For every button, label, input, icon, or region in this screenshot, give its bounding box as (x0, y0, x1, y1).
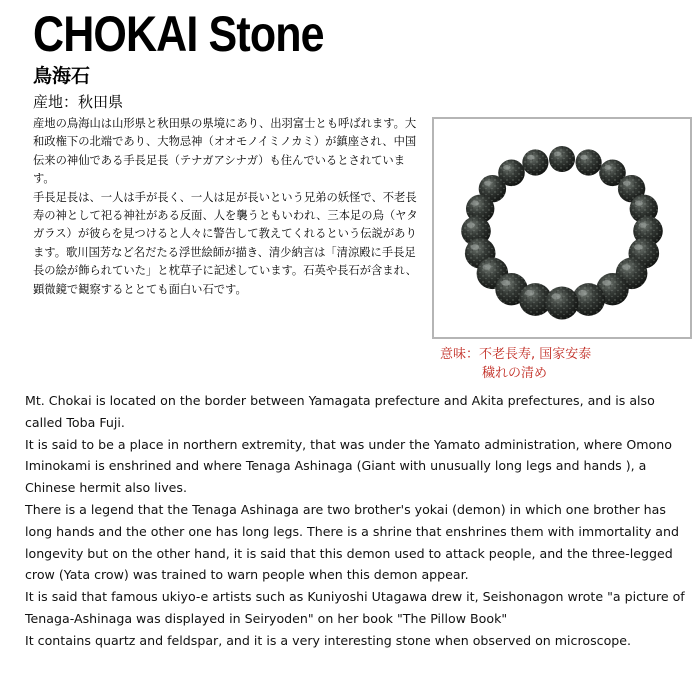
meaning-caption (440, 345, 690, 383)
bead-highlight (602, 280, 611, 286)
bead-highlight (471, 201, 479, 206)
bead-highlight (525, 290, 534, 296)
page-title: CHOKAI Stone (33, 6, 324, 62)
bead-texture (522, 149, 548, 175)
english-paragraph: It is said that famous ukiyo-e artists such as Kuniyoshi Utagawa drew it, Seishonagon wrote "a picture of Tenaga-Ashinaga was displayed in Seiryoden" on her book "The Pillow Book" (25, 589, 685, 626)
english-paragraph: It contains quartz and feldspar, and it is a very interesting stone when observed on microscope. (25, 632, 632, 648)
english-paragraph: It is said to be a place in northern extremity, that was under the Yamato administration, where Omono Iminokami is enshrined and where Tenaga Ashinaga (Giant with unusually long legs and hands ), a Chinese hermit also lives. (25, 436, 672, 496)
bead-highlight (604, 165, 611, 170)
bead-highlight (580, 155, 587, 160)
bracelet-image (434, 119, 690, 337)
bead-texture (549, 146, 575, 172)
bead-highlight (471, 244, 480, 250)
bead-highlight (552, 293, 561, 299)
english-paragraph: Mt. Chokai is located on the border between Yamagata prefecture and Akita prefectures, and is also called Toba Fuji. (25, 393, 655, 430)
english-description (25, 390, 690, 652)
bead-highlight (503, 165, 510, 170)
bead-texture (576, 149, 602, 175)
bead-highlight (501, 280, 510, 286)
english-paragraph: There is a legend that the Tenaga Ashinaga are two brother's yokai (demon) in which one brother has long hands and the other one has long legs. There is a shrine that enshrines them with immortality and longevity but on the other hand, it is said that this demon used to attack people, and the three-legged crow (Yata crow) was trained to warn people when this demon appear. (25, 501, 679, 583)
origin-label: 産地：秋田県 (33, 93, 124, 111)
bead-highlight (623, 181, 631, 186)
bead-highlight (622, 264, 631, 270)
japanese-paragraph: 手長足長は、一人は手が長く、一人は足が長いという兄弟の妖怪で、不老長寿の神として祀る神社がある反面、人を襲うともいわれ、三本足の烏（ヤタガラス）が彼らを見つけると人々に警告して教えてくれるという伝説があります。歌川国芳など名だたる浮世絵師が描き、清少納言は「清涼殿に手長足長の絵が飾られていた」と枕草子に記述しています。石英や長石が含まれ、顕微鏡で観察するととても面白い石です。 (33, 190, 418, 296)
japanese-paragraph: 産地の鳥海山は山形県と秋田県の県境にあり、出羽富士とも呼ばれます。大和政権下の北端であり、大物忌神（オオモノイミノカミ）が鎮座され、中国伝来の神仙である手長足長（テナガアシナガ）も住んでいるとされています。 (33, 117, 417, 186)
bead-highlight (578, 290, 587, 296)
bead-highlight (634, 244, 643, 250)
japanese-name: 鳥海石 (33, 65, 91, 87)
meaning-line-2: 穢れの清め (482, 366, 548, 381)
bead-highlight (483, 264, 492, 270)
bead-texture (546, 287, 579, 320)
meaning-line-1: 意味：不老長寿, 国家安泰 (440, 347, 592, 362)
bead-highlight (484, 181, 492, 186)
bead-highlight (527, 155, 534, 160)
bead-highlight (639, 222, 647, 227)
japanese-description (33, 115, 418, 299)
product-photo-frame (432, 117, 692, 339)
bead-highlight (635, 201, 643, 206)
bead-highlight (467, 222, 475, 227)
bead-highlight (554, 152, 561, 157)
